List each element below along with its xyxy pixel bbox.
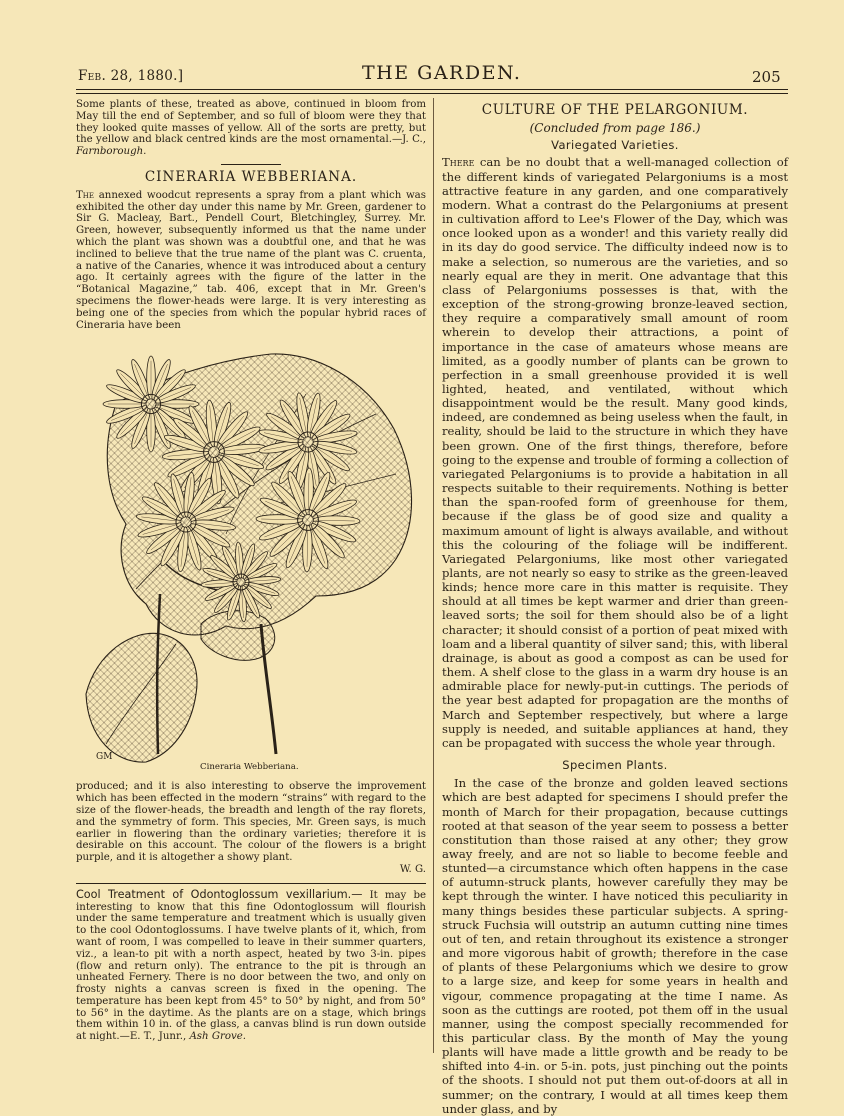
specimen-heading: Specimen Plants.	[562, 758, 668, 773]
pelargonium-heading: CULTURE OF THE PELARGONIUM.	[481, 102, 749, 118]
right-column	[442, 99, 788, 1116]
cineraria-woodcut-illustration	[76, 334, 426, 779]
header-page-number: 205	[752, 68, 781, 86]
variegated-first-word: There	[442, 155, 475, 170]
header-title: THE GARDEN.	[362, 62, 522, 84]
figure-caption: Cineraria Webberiana.	[200, 762, 299, 773]
intro-signature: Farnborough.	[76, 146, 147, 158]
column-divider	[433, 98, 434, 1053]
cool-heading: Cool Treatment of Odontoglossum vexillarium.—	[76, 887, 363, 901]
intro-text: Some plants of these, treated as above, continued in bloom from May till the end of September, and so full of bloom were they that they looked quite masses of yellow. All of the sorts are pretty, but the yellow and black centred kinds are the most ornamental.—J. C.,	[76, 99, 426, 146]
header-date: Feb. 28, 1880.]	[78, 68, 184, 84]
cineraria-text: annexed woodcut represents a spray from a plant which was exhibited the other day under this name by Mr. Green, gardener to Sir G. Macleay, Bart., Pendell Court, Bletchingley, Surrey. Mr. Green, however, subsequently informed us that the name under which the plant was shown was a doubtful one, and that he was inclined to believe that the true name of the plant was C. cruenta, a native of the Canaries, whence it was introduced about a century ago. It certainly agrees with the figure of the latter in the “Botanical Magazine,” tab. 406, except that in Mr. Green's specimens the flower-heads were large. It is very interesting as being one of the species from which the popular hybrid races of Cineraria have been	[76, 189, 426, 331]
variegated-paragraph	[442, 155, 788, 750]
cineraria-heading: CINERARIA WEBBERIANA.	[144, 168, 358, 185]
intro-paragraph	[76, 99, 426, 158]
cool-signature: Ash Grove.	[189, 1031, 246, 1043]
lower-left-leaf	[86, 634, 197, 763]
cineraria-first-word: The	[76, 189, 95, 201]
left-column	[76, 99, 426, 1043]
section-rule-2	[76, 883, 426, 884]
variegated-text: can be no doubt that a well-managed collection of the different kinds of variegated Pelargoniums is a most attractive feature in any garden, and one comparatively modern. What a contrast do the Pelargoniums at present in cultivation afford to Lee's Flower of the Day, which was once looked upon as a wonder! and this variety really did in its day do good service. The difficulty indeed now is to make a selection, so numerous are the varieties, and so nearly equal are they in merit. One advantage that this class of Pelargoniums possesses is that, with the exception of the strong-growing bronze-leaved section, they require a comparatively small amount of room wherein to develop their attractions, a point of importance in the case of amateurs whose means are limited, as a goodly number of plants can be grown to perfection in a small greenhouse provided it is well lighted, heated, and ventilated, without which disappointment would be the result. Many good kinds, indeed, are condemned as being useless when the fault, in reality, should be laid to the structure in which they have been grown. One of the first things, therefore, before going to the expense and trouble of forming a collection of variegated Pelargoniums is to provide a habitation in all respects suitable to their requirements. Nothing is better than the span-roofed form of greenhouse for them, because if the glass be of good size and quality a maximum amount of light is always available, and without this the colouring of the foliage will be indifferent. Variegated Pelargoniums, like most other variegated plants, are not nearly so easy to strike as the green-leaved kinds; hence more care in this matter is requisite. They should at all times be kept warmer and drier than green-leaved sorts; the soil for them should also be of a light character; it should consist of a portion of peat mixed with loam and a liberal quantity of silver sand; this, with liberal drainage, is about as good a compost as can be used for them. A shelf close to the glass in a warm dry house is an admirable place for newly-put-in cuttings. The periods of the year best adapted for propagation are the months of March and September respectively, but where a large supply is needed, and suitable appliances at hand, they can be propagated with success the whole year through.	[442, 155, 788, 750]
section-rule	[221, 164, 281, 165]
flower-disc	[298, 510, 319, 531]
cool-paragraph	[76, 889, 426, 1043]
cineraria-continued-text: produced; and it is also interesting to observe the improvement which has been effected in the modern “strains” with regard to the size of the flower-heads, the breadth and length of the ray florets, and the symmetry of form. This species, Mr. Green says, is much earlier in flowering than the ordinary varieties; therefore it is desirable on this account. The colour of the flowers is a bright purple, and it is altogether a showy plant.	[76, 781, 426, 864]
flower-disc	[204, 442, 225, 463]
engraver-monogram: GM	[96, 752, 113, 763]
cool-text: It may be interesting to know that this fine Odontoglossum will flourish under the same temperature and treatment which is usually given to the cool Odontoglossums. I have twelve plants of it, which, from want of room, I was compelled to leave in their summer quarters, viz., a lean-to pit with a north aspect, heated by two 3-in. pipes (flow and return only). The entrance to the pit is through an unheated Fernery. There is no door between the two, and only on frosty nights a canvas screen is fixed in the opening. The temperature has been kept from 45° to 50° by night, and from 50° to 56° in the daytime. As the plants are on a stage, which brings them within 10 in. of the glass, a canvas blind is run down outside at night.—E. T., Junr.,	[76, 889, 426, 1043]
flower-disc	[176, 512, 196, 532]
specimen-paragraph: In the case of the bronze and golden leaved sections which are best adapted for specimens I should prefer the month of March for their propagation, because cuttings rooted at that season of the year seem to possess a better constitution than those raised at any other; they grow away freely, and are not so liable to become feeble and stunted—a circumstance which often happens in the case of autumn-struck plants, however carefully they may be kept through the winter. I have noticed this peculiarity in many things besides these particular subjects. A spring-struck Fuchsia will outstrip an autumn cutting nine times out of ten, and retain throughout its existence a stronger and more vigorous habit of growth; therefore in the case of plants of these Pelargoniums which we desire to grow to a large size, and keep for some years in health and vigour, commence propagating at the time I name. As soon as the cuttings are rooted, pot them off in the usual manner, using the compost specially recommended for this particular class. By the month of May the young plants will have made a little growth and be ready to be shifted into 4-in. or 5-in. pots, just pinching out the points of the shoots. I should not put them out-of-doors at all in summer; on the contrary, I would at all times keep them under glass, and by	[442, 776, 788, 1116]
header-rule-thick	[76, 89, 788, 90]
cineraria-woodcut-figure	[76, 334, 426, 779]
pelargonium-subtitle: (Concluded from page 186.)	[529, 121, 701, 136]
variegated-heading: Variegated Varieties.	[551, 138, 679, 153]
flower-head	[256, 468, 360, 572]
cineraria-paragraph	[76, 190, 426, 332]
cineraria-signature: W. G.	[399, 863, 426, 875]
flower-disc	[141, 395, 160, 414]
flower-disc	[298, 432, 318, 452]
flower-disc	[233, 574, 249, 590]
header-rule-thin	[76, 93, 788, 94]
cineraria-continued	[76, 781, 426, 864]
